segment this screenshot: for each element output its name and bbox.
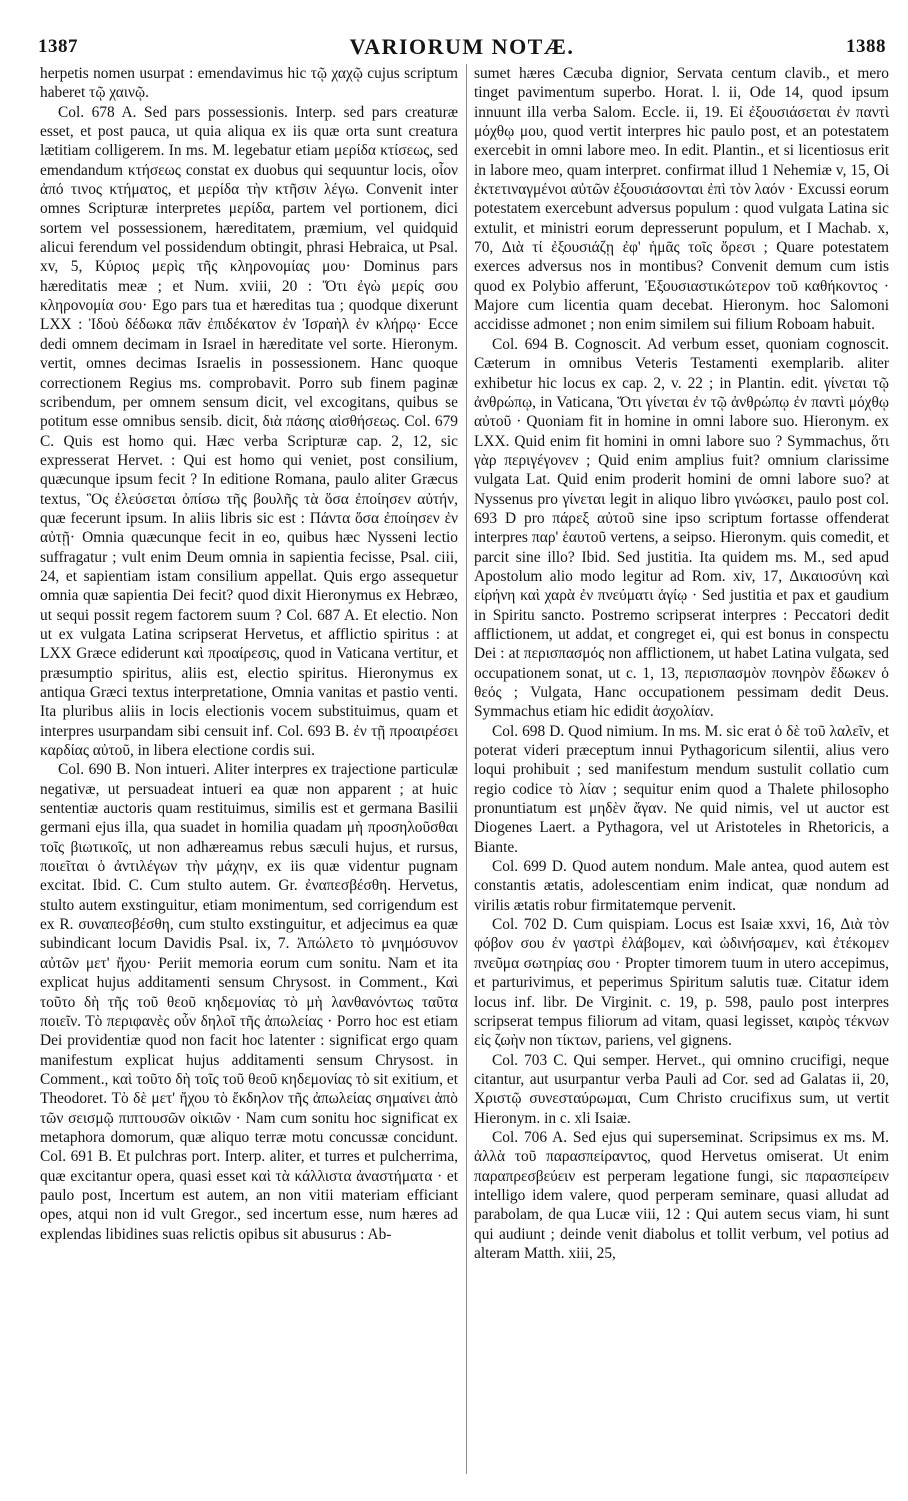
right-paragraph-3: Col. 698 D. Quod nimium. In ms. M. sic erat ὁ δὲ τοῦ λαλεῖν, et poterat videri præceptum innui Pythagoricum silentii, alius vero loqui prohibuit ; sed manifestum mendum sustulit collatio cum regio codice τὸ λίαν ; sequitur enim quod a Thalete philosopho pronuntiatum est μηδὲν ἄγαν. Ne quid nimis, vel ut auctor est Diogenes Laert. a Pythagora, vel ut Aristoteles in Rhetoricis, a Biante.	[474, 722, 889, 856]
right-paragraph-5: Col. 702 D. Cum quispiam. Locus est Isaiæ xxvi, 16, Διὰ τὸν φόβον σου ἐν γαστρὶ ἐλάβομεν, καὶ ὠδινήσαμεν, καὶ ἐτέκομεν πνεῦμα σωτηρίας σου · Propter timorem tuum in utero accepimus, et parturivimus, et peperimus Spiritum salutis tuæ. Citatur idem locus inf. libr. De Virginit. c. 19, p. 598, paulo post interpres scripserat tempus filiorum ad vitam, quasi legisset, καιρὸς τέκνων εἰς ζωὴν non τίκτων, pariens, vel gignens.	[474, 916, 889, 1050]
left-column	[40, 64, 458, 1474]
right-paragraph-1: sumet hæres Cæcuba dignior, Servata centum clavib., et mero tinget pavimentum superbo. Horat. l. ii, Ode 14, quod ipsum innuunt illa verba Salom. Eccle. ii, 19. Εἰ ἐξουσιάσεται ἐν παντὶ μόχθῳ μου, quod vertit interpres hic paulo post, et an potestatem exercebit in omni labore meo. In edit. Plantin., et si licentiosus erit in labore meo, quam interpret. confirmat illud 1 Nehemiæ v, 15, Οἱ ἐκτετιναγμένοι αὐτῶν ἐξουσιάσονται ἐπὶ τὸν λαόν · Excussi eorum potestatem exercebunt adversus populum : quod vulgata Latina sic extulit, et ministri eorum depresserunt populum, et I Machab. x, 70, Διὰ τί ἐξουσιάζῃ ἐφ' ἡμᾶς τοῖς ὄρεσι ; Quare potestatem exerces adversus nos in montibus? Convenit demum cum istis quod ex Polybio afferunt, Ἐξουσιαστικώτερον τοῦ καθήκοντος · Majore cum licentia quam decebat. Hieronym. hoc Salomoni accidisse admonet ; non enim similem sui filium Roboam habuit.	[474, 65, 889, 334]
right-paragraph-7: Col. 706 A. Sed ejus qui superseminat. Scripsimus ex ms. M. ἀλλὰ τοῦ παρασπείραντος, quod Hervetus omiserat. Ut enim παραπρεσβεύειν est perperam legatione fungi, sic παρασπείρειν intelligo idem valere, quod perperam seminare, quasi alludat ad parabolam, de qua Lucæ viii, 12 : Qui autem secus viam, hi sunt qui audiunt ; deinde venit diabolus et tollit verbum, vel potius ad alteram Matth. xiii, 25,	[474, 1128, 889, 1262]
left-paragraph-3: Col. 690 B. Non intueri. Aliter interpres ex trajectione particulæ negativæ, ut persuadeat intueri ea quæ non apparent ; at huic sententiæ auctoris quam restituimus, similis est et germana Basilii germani ejus illa, qua suadet in homilia quadam μὴ προσηλοῦσθαι τοῖς βιωτικοῖς, ut non adhæreamus rebus sæculi hujus, et rursus, ποιεῖται ὁ ἀντιλέγων τὴν μάχην, ex iis quæ videntur pugnam excitat. Ibid. C. Cum stulto autem. Gr. ἐναπεσβέσθη. Hervetus, stulto autem exstinguitur, etiam monimentum, sed corrigendum est ex R. συναπεσβέσθη, cum stulto exstinguitur, et adjecimus ea quæ subindicant locum Davidis Psal. ix, 7. Ἀπώλετο τὸ μνημόσυνον αὐτῶν μετ' ἤχου· Periit memoria eorum cum sonitu. Nam et ita explicat hujus additamenti sensum Chrysost. in Comment., Καὶ τοῦτο δὴ τῆς τοῦ θεοῦ κηδεμονίας τὸ μὴ λανθανόντως ταῦτα ποιεῖν. Τὸ περιφανὲς οὖν δηλοῖ τῆς ἀπωλείας · Porro hoc est etiam Dei providentiæ quod non facit hoc latenter : significat ergo quam manifestum explicat hujus additamenti sensum Chrysost. in Comment., καὶ τοῦτο δὴ τοῖς τοῦ θεοῦ κηδεμονίας τὸ sit exitium, et Theodoret. Τὸ δὲ μετ' ἤχου τὸ ἔκδηλον τῆς ἀπωλείας σημαίνει ἀπὸ τῶν σεισμῷ πιπτουσῶν οἰκιῶν · Nam cum sonitu hoc significat ex metaphora domorum, quæ aliquo terræ motu concussæ concidunt. Col. 691 B. Et pulchras port. Interp. aliter, et turres et pulcherrima, quæ excitantur opera, quasi esset καὶ τὰ κάλλιστα ἀναστήματα · et paulo post, Incertum est autem, an non vitii materiam efficiant opes, atqui non id vult Gregor., sed incertum esse, num hæres ad explendas libidines suas relictis opibus sit abusurus : Ab-	[40, 761, 458, 1243]
page-number-right: 1388	[846, 36, 886, 57]
right-column	[474, 64, 889, 1474]
running-title: VARIORUM NOTÆ.	[349, 34, 575, 59]
left-paragraph-1: herpetis nomen usurpat : emendavimus hic τῷ χαχῷ cujus scriptum haberet τῷ χαινῷ.	[40, 65, 458, 102]
right-paragraph-4: Col. 699 D. Quod autem nondum. Male antea, quod autem est constantis ætatis, adolescentiam enim indicat, quæ nondum ad virilis ætatis robur firmitatemque pervenit.	[474, 858, 889, 914]
page-number-left: 1387	[38, 36, 78, 57]
column-divider	[466, 64, 467, 1474]
right-paragraph-6: Col. 703 C. Qui semper. Hervet., qui omnino crucifigi, neque citantur, aut usurpantur verba Pauli ad Cor. sed ad Galatas ii, 20, Χριστῷ συνεσταύρωμαι, Cum Christo crucifixus sum, ut vertit Hieronym. in c. xli Isaiæ.	[474, 1051, 889, 1127]
right-paragraph-2: Col. 694 B. Cognoscit. Ad verbum esset, quoniam cognoscit. Cæterum in omnibus Veteris Testamenti exemplarib. aliter exhibetur hic locus ex cap. 2, v. 22 ; in Plantin. edit. γίνεται τῷ ἀνθρώπῳ, in Vaticana, Ὅτι γίνεται ἐν τῷ ἀνθρώπῳ ἐν παντὶ μόχθῳ αὐτοῦ · Quoniam fit in homine in omni labore suo. Hieronym. ex LXX. Quid enim fit homini in omni labore suo ? Symmachus, ὅτι γὰρ περιγέγονεν ; Quid enim amplius fuit? omnium clarissime vulgata Lat. Quid enim proderit homini de omni labore suo? at Nyssenus pro γίνεται legit in aliquo libro γινώσκει, paulo post col. 693 D pro πάρεξ αὐτοῦ sine ipso scriptum fortasse offenderat interpres παρ' ἑαυτοῦ vertens, a seipso. Hieronym. quis comedit, et parcit sine illo? Ibid. Sed justitia. Ita quidem ms. M., sed apud Apostolum alio modo legitur ad Rom. xiv, 17, Δικαιοσύνη καὶ εἰρήνη καὶ χαρὰ ἐν πνεύματι ἁγίῳ · Sed justitia et pax et gaudium in Spiritu sancto. Postremo scripserat interpres : Peccatori dedit afflictionem, ut addat, et congreget ei, qui est bonus in conspectu Dei : at περισπασμός non afflictionem, ut habet Latina vulgata, sed occupationem sonat, ut c. 1, 13, περισπασμὸν πονηρὸν ἔδωκεν ὁ θεός ; Vulgata, Hanc occupationem pessimam dedit Deus. Symmachus etiam hic edidit ἀσχολίαν.	[474, 335, 889, 721]
page-header	[38, 34, 886, 62]
left-paragraph-2: Col. 678 A. Sed pars possessionis. Interp. sed pars creaturæ esset, et post pauca, ut quia aliqua ex iis quæ orta sunt creatura lætitiam colligerem. In ms. M. legebatur etiam μερίδα κτίσεως, sed emendandum κτήσεως constat ex duobus qui sequuntur locis, οἷον ἀπό τινος κτήματος, et μερίδα τὴν κτῆσιν λέγω. Convenit inter omnes Scripturæ interpretes μερίδα, partem vel portionem, dici sortem vel possessionem, hæreditatem, præmium, vel quidquid alicui ferendum vel possidendum obtingit, phrasi Hebraica, ut Psal. xv, 5, Κύριος μερὶς τῆς κληρονομίας μου· Dominus pars hæreditatis meæ ; et Num. xviii, 20 : Ὅτι ἐγὼ μερίς σου κληρονομία σου· Ego pars tua et hæreditas tua ; quodque dixerunt LXX : Ἰδοὺ δέδωκα πᾶν ἐπιδέκατον ἐν Ἰσραὴλ ἐν κλήρῳ· Ecce dedi omnem decimam in Israel in hæreditate vel sorte. Hieronym. vertit, omnes decimas Israelis in possessionem. Hanc quoque correctionem Regius ms. comprobavit. Porro sub finem paginæ scribendum, per omnem sensum dicit, vel excogitans, quibus se potitum esse omnibus sensib. dicit, διὰ πάσης αἰσθήσεως. Col. 679 C. Quis est homo qui. Hæc verba Scripturæ cap. 2, 12, sic expresserat Hervet. : Qui est homo qui veniet, post consilium, quæcunque ipsum fecit ? In editione Romana, paulo aliter Græcus textus, Ὃς ἐλεύσεται ὀπίσω τῆς βουλῆς τὰ ὅσα ἐποίησεν αὐτήν, quæ fecerunt ipsum. In aliis libris sic est : Πάντα ὅσα ἐποίησεν ἐν αὐτῇ· Omnia quæcunque fecit in eo, quibus hæc Nysseni lectio suffragatur ; vult enim Deum omnia in sapientia fecisse, Psal. ciii, 24, et sapientiam istam consilium appellat. Quis ergo assequetur omnia quæ sapientia Dei fecit? quod dixit Hieronymus ex Hebræo, ut sequi possit regem factorem suum ? Col. 687 A. Et electio. Non ut ex vulgata Latina scripserat Hervetus, et afflictio spiritus : at LXX Græce ediderunt καὶ προαίρεσις, quod in Vaticana vertitur, et præsumptio spiritus, aliis est, electio spiritus. Hieronymus ex antiqua Græci textus interpretatione, Omnia vanitas et pastio venti. Ita pluribus aliis in locis electionis vocem substituimus, quam et interpres usurpandam sibi censuit inf. Col. 693 B. ἐν τῇ προαιρέσει καρδίας αὐτοῦ, in libera electione cordis sui.	[40, 103, 458, 760]
